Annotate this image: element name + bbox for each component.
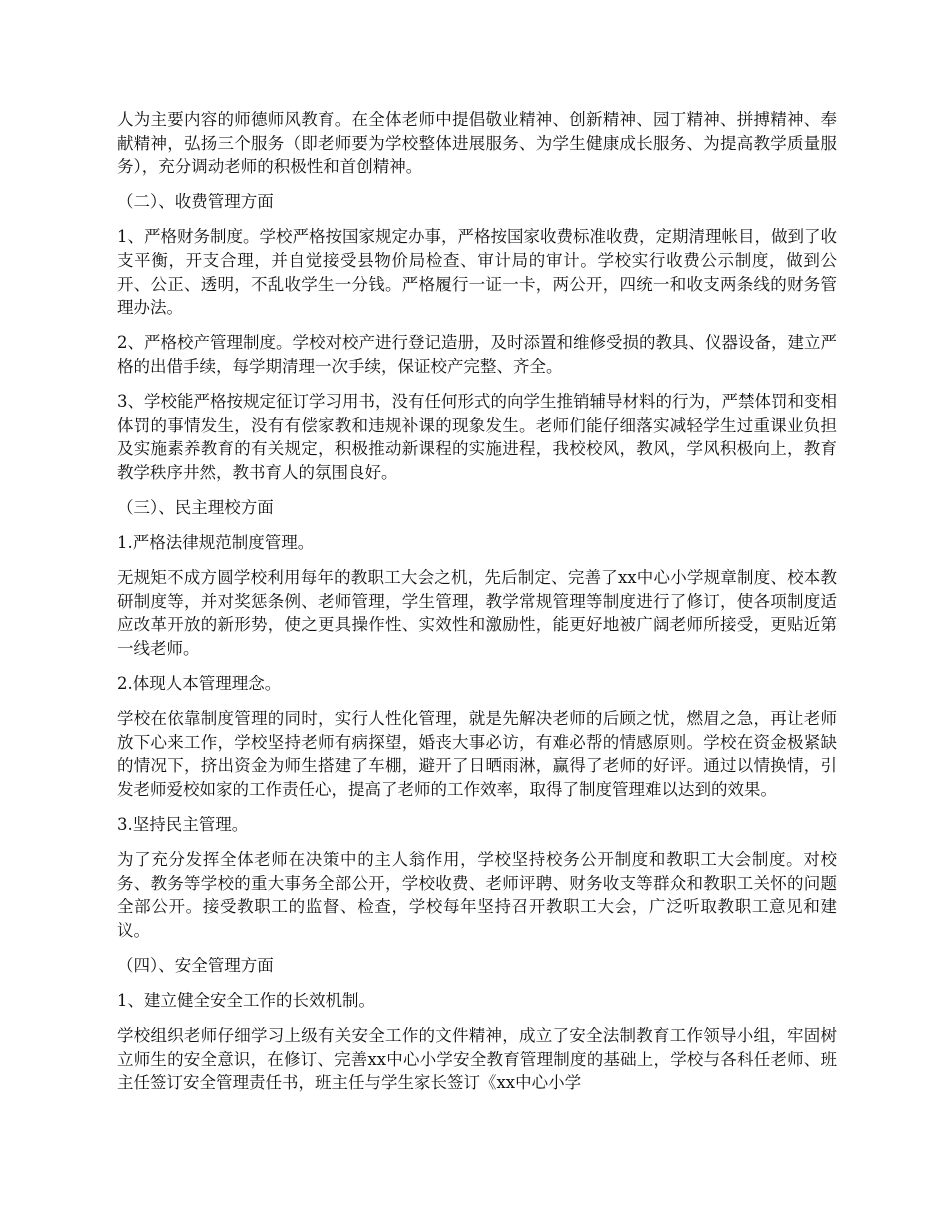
section-heading-democratic-management: （三）、民主理校方面 <box>117 497 274 517</box>
subheading-rules-management: 1.严格法律规范制度管理。 <box>117 532 315 552</box>
paragraph-property-management: 2、严格校产管理制度。学校对校产进行登记造册，及时添置和维修受损的教具、仪器设备，建立严格的出借手续，每学期清理一次手续，保证校产完整、齐全。 <box>117 333 837 376</box>
subheading-safety-mechanism: 1、建立健全安全工作的长效机制。 <box>117 990 375 1010</box>
paragraph-democratic-management: 为了充分发挥全体老师在决策中的主人翁作用，学校坚持校务公开制度和教职工大会制度。对校务、教务等学校的重大事务全部公开，学校收费、老师评聘、财务收支等群众和教职工关怀的问题全部公开。接受教职工的监督、检查，学校每年坚持召开教职工大会，广泛听取教职工意见和建议。 <box>117 849 837 940</box>
paragraph-safety-mechanism: 学校组织老师仔细学习上级有关安全工作的文件精神，成立了安全法制教育工作领导小组，牢固树立师生的安全意识，在修订、完善xx中心小学安全教育管理制度的基础上，学校与各科任老师、班主任签订安全管理责任书，班主任与学生家长签订《xx中心小学 <box>117 1026 837 1093</box>
document-body <box>117 108 837 1106</box>
paragraph-rules-management: 无规矩不成方圆学校利用每年的教职工大会之机，先后制定、完善了xx中心小学规章制度、校本教研制度等，并对奖惩条例、老师管理，学生管理，教学常规管理等制度进行了修订，使各项制度适应改革开放的新形势，使之更具操作性、实效性和激励性，能更好地被广阔老师所接受，更贴近第一线老师。 <box>117 568 837 658</box>
paragraph-teacher-ethics: 人为主要内容的师德师风教育。在全体老师中提倡敬业精神、创新精神、园丁精神、拼搏精神、奉献精神，弘扬三个服务（即老师要为学校整体进展服务、为学生健康成长服务、为提高教学质量服务），充分调动老师的积极性和首创精神。 <box>117 110 837 177</box>
subheading-people-oriented: 2.体现人本管理理念。 <box>117 673 282 693</box>
paragraph-people-oriented: 学校在依靠制度管理的同时，实行人性化管理，就是先解决老师的后顾之忧，燃眉之急，再让老师放下心来工作，学校坚持老师有病探望，婚丧大事必访，有难必帮的情感原则。学校在资金极紧缺的情况下，挤出资金为师生搭建了车棚，避开了日晒雨淋，赢得了老师的好评。通过以情换情，引发老师爱校如家的工作责任心，提高了老师的工作效率，取得了制度管理难以达到的效果。 <box>117 708 837 799</box>
subheading-democratic-management: 3.坚持民主管理。 <box>117 814 249 834</box>
paragraph-finance-system: 1、严格财务制度。学校严格按国家规定办事，严格按国家收费标准收费，定期清理帐目，做到了收支平衡，开支合理，并自觉接受县物价局检查、审计局的审计。学校实行收费公示制度，做到公开、公正、透明，不乱收学生一分钱。严格履行一证一卡，两公开，四统一和收支两条线的财务管理办法。 <box>117 227 837 318</box>
section-heading-safety: （四）、安全管理方面 <box>117 955 274 975</box>
paragraph-textbook-rules: 3、学校能严格按规定征订学习用书，没有任何形式的向学生推销辅导材料的行为，严禁体罚和变相体罚的事情发生，没有有偿家教和违规补课的现象发生。老师们能仔细落实减轻学生过重课业负担及实施素养教育的有关规定，积极推动新课程的实施进程，我校校风，教风，学风积极向上，教育教学秩序井然，教书育人的氛围良好。 <box>117 391 837 482</box>
section-heading-fees: （二）、收费管理方面 <box>117 192 274 212</box>
